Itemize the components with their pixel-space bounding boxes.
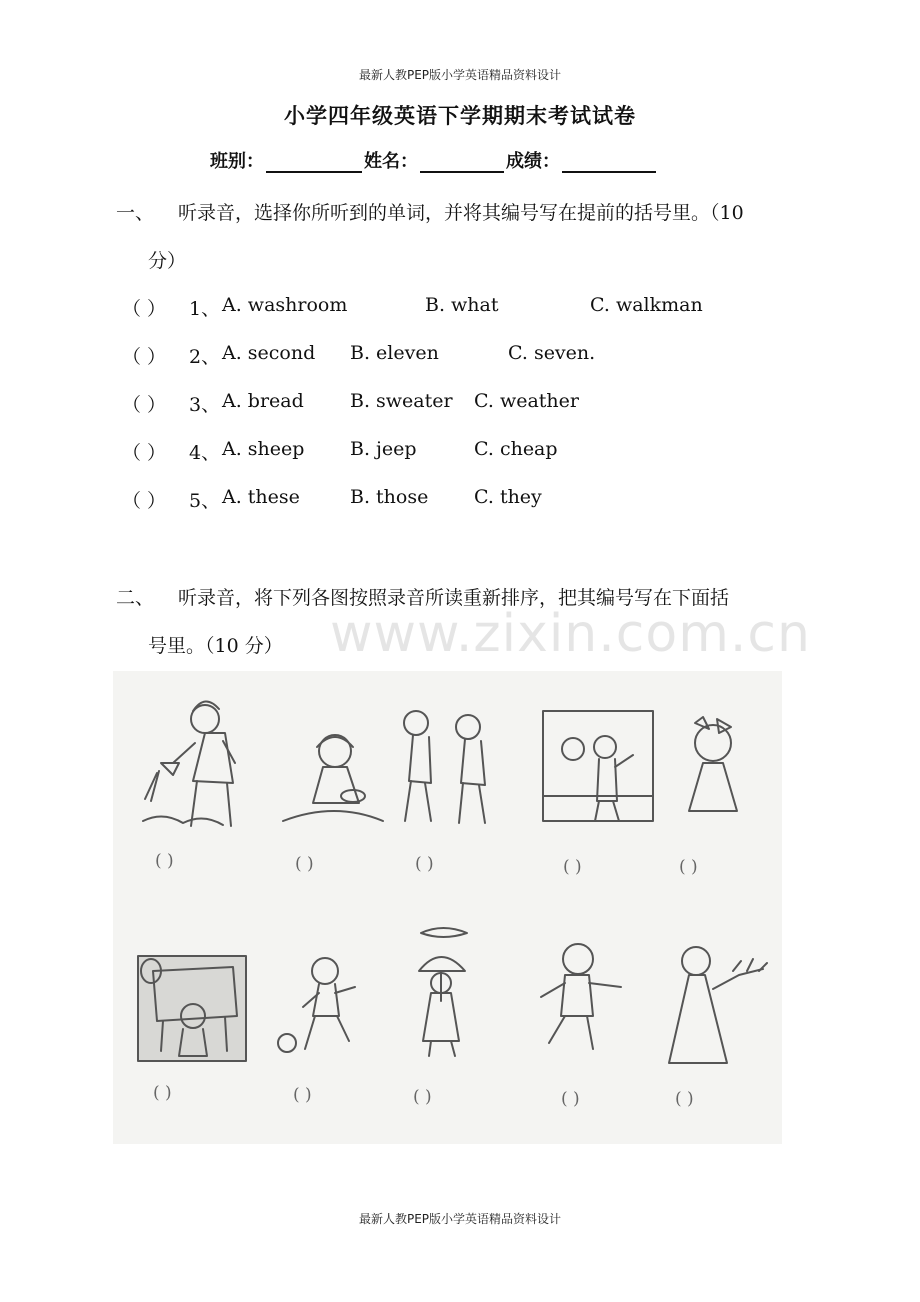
score-blank[interactable] — [562, 151, 656, 173]
q2-option-b: B. eleven — [350, 342, 439, 364]
q5-paren[interactable]: （ ） — [122, 490, 167, 512]
q1-option-b: B. what — [425, 294, 499, 316]
q1-option-c: C. walkman — [590, 294, 703, 316]
picture-8-answer-paren[interactable]: ( ) — [413, 1087, 432, 1107]
q3-number: 3、 — [189, 394, 221, 416]
q1-option-a: A. washroom — [222, 294, 348, 316]
q4-option-a: A. sheep — [222, 438, 305, 460]
score-label: 成绩： — [506, 151, 560, 172]
q2-option-a: A. second — [222, 342, 316, 364]
section1-number: 一、 — [116, 202, 155, 224]
umbrella-person-picture — [419, 928, 467, 1056]
picture-1-answer-paren[interactable]: ( ) — [155, 851, 174, 871]
q2-number: 2、 — [189, 346, 221, 368]
cow-and-child-picture — [138, 956, 246, 1061]
page-footer: 最新人教PEP版小学英语精品资料设计 — [358, 1212, 562, 1226]
q4-option-b: B. jeep — [350, 438, 417, 460]
q4-number: 4、 — [189, 442, 221, 464]
two-people-picture — [404, 711, 485, 823]
boy-kicking-ball-picture — [278, 958, 355, 1052]
section2-instruction-line2: 号里。（10 分） — [148, 635, 283, 657]
section2-number: 二、 — [116, 587, 155, 609]
picture-4-answer-paren[interactable]: ( ) — [563, 857, 582, 877]
picture-7-answer-paren[interactable]: ( ) — [293, 1085, 312, 1105]
q5-option-a: A. these — [222, 486, 300, 508]
name-label: 姓名： — [364, 151, 418, 172]
boy-arms-out-picture — [541, 944, 621, 1049]
girl-with-bow-picture — [689, 717, 737, 811]
q1-paren[interactable]: （ ） — [122, 298, 167, 320]
class-label: 班别： — [210, 151, 264, 172]
q4-option-c: C. cheap — [474, 438, 558, 460]
sketch-illustrations — [113, 671, 782, 1144]
picture-10-answer-paren[interactable]: ( ) — [675, 1089, 694, 1109]
watering-person-picture — [143, 701, 235, 826]
girl-in-dress-picture — [669, 947, 767, 1063]
student-info-line — [210, 147, 658, 173]
section1-instruction-line2: 分） — [148, 250, 187, 272]
name-blank[interactable] — [420, 151, 504, 173]
q3-option-b: B. sweater — [350, 390, 453, 412]
q2-option-c: C. seven. — [508, 342, 596, 364]
picture-panel — [113, 671, 782, 1144]
section1-instruction-line1: 听录音，选择你所听到的单词，并将其编号写在提前的括号里。（10 — [178, 202, 744, 224]
window-kids-picture — [543, 711, 653, 821]
eating-girl-picture — [283, 735, 383, 821]
q3-option-a: A. bread — [222, 390, 304, 412]
picture-3-answer-paren[interactable]: ( ) — [415, 854, 434, 874]
q4-paren[interactable]: （ ） — [122, 442, 167, 464]
picture-9-answer-paren[interactable]: ( ) — [561, 1089, 580, 1109]
watermark: www.zixin.com.cn — [330, 604, 811, 664]
class-blank[interactable] — [266, 151, 362, 173]
picture-2-answer-paren[interactable]: ( ) — [295, 854, 314, 874]
q3-paren[interactable]: （ ） — [122, 394, 167, 416]
picture-6-answer-paren[interactable]: ( ) — [153, 1083, 172, 1103]
page-title: 小学四年级英语下学期期末考试试卷 — [284, 103, 636, 128]
q5-number: 5、 — [189, 490, 221, 512]
q3-option-c: C. weather — [474, 390, 579, 412]
picture-5-answer-paren[interactable]: ( ) — [679, 857, 698, 877]
q1-number: 1、 — [189, 298, 221, 320]
q5-option-c: C. they — [474, 486, 542, 508]
page-header: 最新人教PEP版小学英语精品资料设计 — [358, 68, 562, 82]
section2-instruction-line1: 听录音，将下列各图按照录音所读重新排序，把其编号写在下面括 — [178, 587, 730, 609]
q2-paren[interactable]: （ ） — [122, 346, 167, 368]
q5-option-b: B. those — [350, 486, 429, 508]
